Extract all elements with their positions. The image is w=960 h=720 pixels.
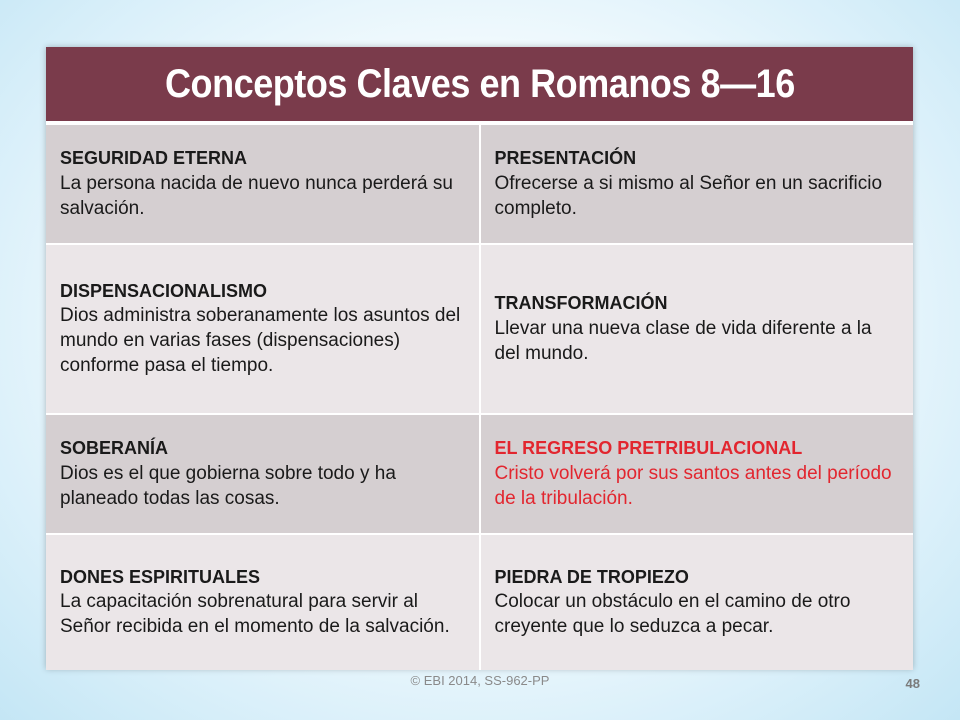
concept-definition: Dios administra soberanamente los asuntos del mundo en varias fases (dispensaciones) conforme pasa el tiempo. — [60, 305, 461, 377]
concept-term: SOBERANÍA — [60, 438, 169, 459]
concept-term: EL REGRESO PRETRIBULACIONAL — [494, 438, 803, 459]
table-row — [46, 124, 913, 244]
footer-copyright: © EBI 2014, SS-962-PP — [410, 673, 550, 688]
title-bar — [46, 47, 913, 123]
concept-definition: Colocar un obstáculo en el camino de otro creyente que lo seduzca a pecar. — [494, 591, 851, 638]
concept-cell — [46, 414, 480, 534]
concept-definition: La capacitación sobrenatural para servir al Señor recibida en el momento de la salvación. — [60, 591, 450, 638]
table-row — [46, 534, 913, 670]
table-row — [46, 414, 913, 534]
concept-term: TRANSFORMACIÓN — [494, 293, 668, 314]
concept-cell — [480, 124, 914, 244]
concept-cell — [46, 124, 480, 244]
slide-title: Conceptos Claves en Romanos 8—16 — [164, 61, 795, 106]
concept-cell — [46, 244, 480, 414]
concept-definition: Cristo volverá por sus santos antes del período de la tribulación. — [494, 462, 892, 509]
concept-definition: Ofrecerse a si mismo al Señor en un sacrificio completo. — [494, 172, 883, 219]
concept-term: PIEDRA DE TROPIEZO — [494, 566, 689, 587]
concept-term: PRESENTACIÓN — [494, 148, 637, 169]
concept-definition: Dios es el que gobierna sobre todo y ha planeado todas las cosas. — [60, 462, 396, 509]
slide — [46, 47, 913, 669]
concept-term: DONES ESPIRITUALES — [60, 566, 261, 587]
concept-cell — [46, 534, 480, 670]
table-row — [46, 244, 913, 414]
concepts-table — [46, 123, 913, 670]
page-number: 48 — [905, 676, 920, 691]
concept-cell — [480, 534, 914, 670]
concept-term: DISPENSACIONALISMO — [60, 280, 268, 301]
concept-cell — [480, 244, 914, 414]
concept-definition: La persona nacida de nuevo nunca perderá su salvación. — [60, 172, 453, 219]
concept-term: SEGURIDAD ETERNA — [60, 148, 248, 169]
concept-definition: Llevar una nueva clase de vida diferente a la del mundo. — [494, 317, 872, 364]
concept-cell-highlighted — [480, 414, 914, 534]
